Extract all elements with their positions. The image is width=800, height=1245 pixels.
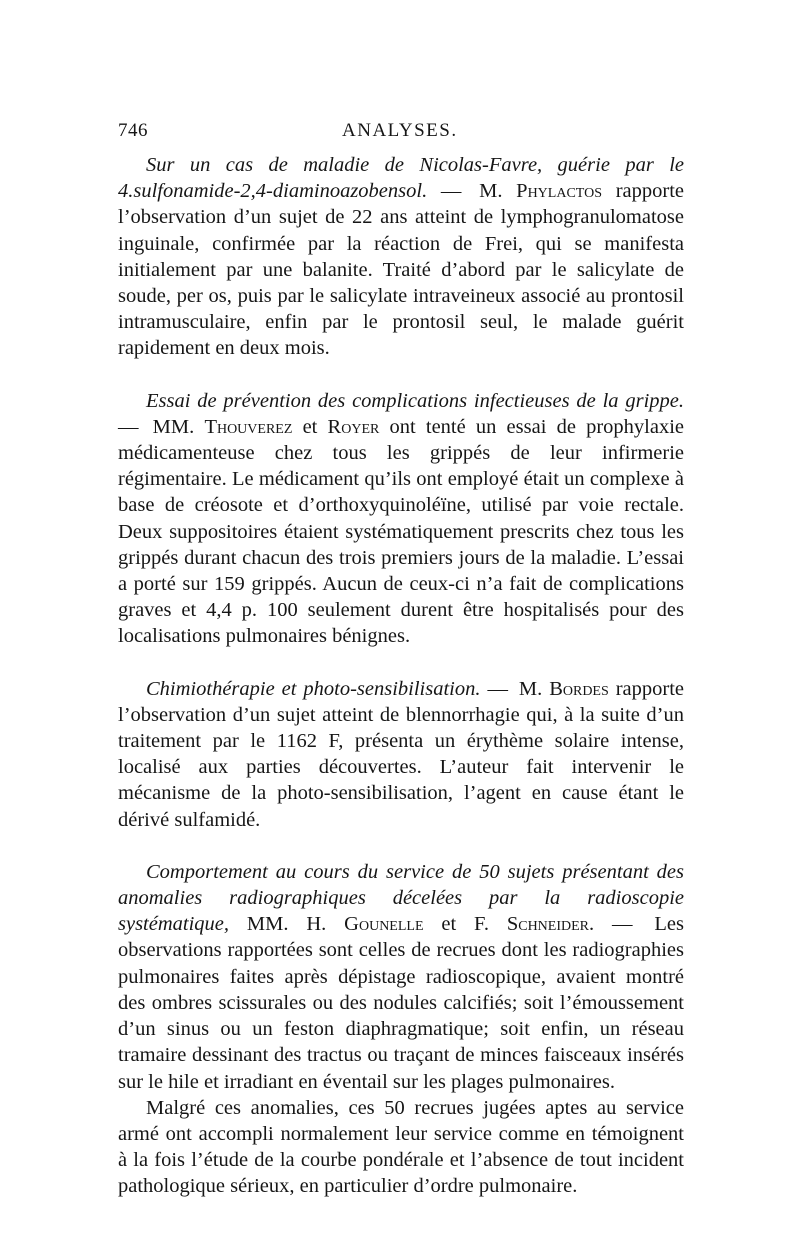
author-name: Thouverez <box>204 415 293 438</box>
article-title: Chimiothérapie et photo-sensibilisation. <box>146 677 481 700</box>
article-anomalies-radiographiques <box>118 859 684 1095</box>
author-prefix: MM. <box>152 415 195 438</box>
author-name: Schneider. <box>506 913 595 936</box>
author-prefix: M. <box>518 677 543 700</box>
article-body: rapporte l’observation d’un sujet de 22 ans atteint de lymphogranulomatose inguinale, confirmée par la réaction de Frei, qui se manifesta initialement par une balanite. Traité d’abord par le salicylate de soude, per os, puis par le salicylate intraveineux associé au prontosil intramusculaire, enfin par le prontosil seul, le malade guérit rapidement en deux mois. <box>118 180 684 360</box>
article-title: Comportement au cours du service de 50 sujets présentant des anomalies radiographiques décelées par la radioscopie systématique, <box>118 860 684 936</box>
running-title: ANALYSES. <box>342 120 458 141</box>
article-nicolas-favre <box>118 152 684 362</box>
page-number: 746 <box>118 120 148 141</box>
article-body-paragraph-2: Malgré ces anomalies, ces 50 recrues jugées aptes au service armé ont accompli normalement leur service comme en témoignent à la fois l’étude de la courbe pondérale et l’absence de tout incident pathologique sérieux, en particulier d’ordre pulmonaire. <box>118 1096 684 1198</box>
page-body <box>118 152 684 1200</box>
page-header <box>118 120 684 142</box>
article-anomalies-conclusion <box>118 1095 684 1200</box>
article-body: rapporte l’observation d’un sujet atteint de blennorrhagie qui, à la suite d’un traitement par le 1162 F, présenta un érythème solaire intense, localisé aux parties découvertes. L’auteur fait intervenir le mécanisme de la photo-sensibilisation, l’agent en cause étant le dérivé sulfamidé. <box>118 677 685 831</box>
article-title: Sur un cas de maladie de Nicolas-Favre, guérie par le 4.sulfonamide-2,4-diaminoazobensol. <box>118 154 684 203</box>
em-dash: — <box>118 415 139 438</box>
author-prefix: M. <box>479 180 503 203</box>
author-prefix: MM. H. <box>246 913 327 936</box>
article-title: Essai de prévention des complications infectieuses de la grippe. <box>146 389 684 412</box>
article-grippe <box>118 388 684 650</box>
author-name: Gounelle <box>344 913 424 936</box>
article-body: ont tenté un essai de prophylaxie médicamenteuse chez tous les grippés de leur infirmerie régimentaire. Le médicament qu’ils ont employé était un complexe à base de créosote et d’orthoxyquinoléïne, utilisé par voie rectale. Deux suppositoires étaient systématiquement prescrits chez tous les grippés durant chacun des trois premiers jours de la maladie. L’essai a porté sur 159 grippés. Aucun de ceux-ci n’a fait de complications graves et 4,4 p. 100 seulement durent être hospitalisés pour des localisations pulmonaires bénignes. <box>118 415 685 648</box>
em-dash: — <box>440 180 462 203</box>
article-body: Les observations rapportées sont celles de recrues dont les radiographies pulmonaires faites après dépistage radioscopique, avaient montré des ombres scissurales ou des nodules calcifiés; soit l’émoussement d’un sinus ou un feston diaphragmatique; soit enfin, un réseau tramaire dessinant des tractus ou traçant de minces faisceaux insérés sur le hile et irradiant en éventail sur les plages pulmonaires. <box>118 913 684 1093</box>
author-conjunction: et F. <box>441 913 489 936</box>
em-dash: — <box>612 913 633 936</box>
em-dash: — <box>487 677 508 700</box>
author-name: Royer <box>327 415 380 438</box>
author-conjunction: et <box>302 415 318 438</box>
article-photosensibilisation <box>118 676 684 833</box>
author-name: Phylactos <box>516 180 602 203</box>
author-name: Bordes <box>549 677 609 700</box>
